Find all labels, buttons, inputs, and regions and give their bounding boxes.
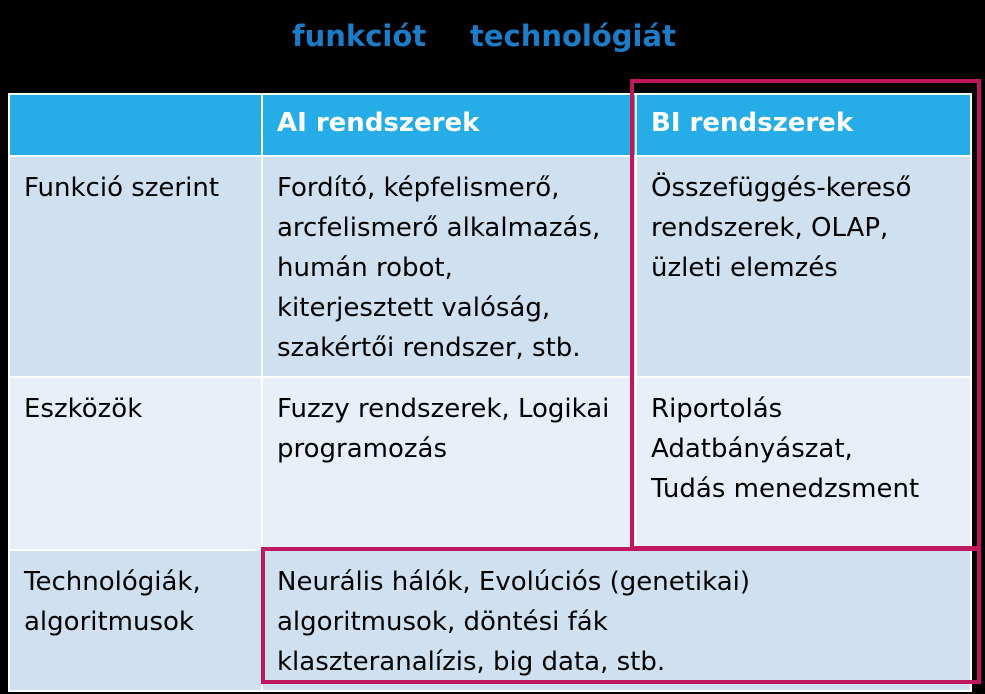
cell-bi-tools: Riportolás Adatbányászat, Tudás menedzsment	[636, 377, 971, 550]
row-label-technologies: Technológiák, algoritmusok	[9, 550, 262, 691]
header-ai-systems: AI rendszerek	[262, 94, 636, 156]
table-row-technologies	[9, 550, 971, 691]
title-word-technology: technológiát	[470, 19, 676, 53]
row-label-function: Funkció szerint	[9, 156, 262, 377]
cell-bi-function: Összefüggés-kereső rendszerek, OLAP, üzleti elemzés	[636, 156, 971, 377]
header-corner-cell	[9, 94, 262, 156]
cell-ai-tools: Fuzzy rendszerek, Logikai programozás	[262, 377, 636, 550]
cell-technologies-shared: Neurális hálók, Evolúciós (genetikai) algoritmusok, döntési fák klaszteranalízis, big data, stb.	[262, 550, 971, 691]
table-row-function	[9, 156, 971, 377]
table-header-row	[9, 94, 971, 156]
row-label-tools: Eszközök	[9, 377, 262, 550]
title-word-function: funkciót	[292, 19, 427, 53]
comparison-table	[8, 93, 972, 692]
table-row-tools	[9, 377, 971, 550]
header-bi-systems: BI rendszerek	[636, 94, 971, 156]
cell-ai-function: Fordító, képfelismerő, arcfelismerő alkalmazás, humán robot, kiterjesztett valóság, szakértői rendszer, stb.	[262, 156, 636, 377]
